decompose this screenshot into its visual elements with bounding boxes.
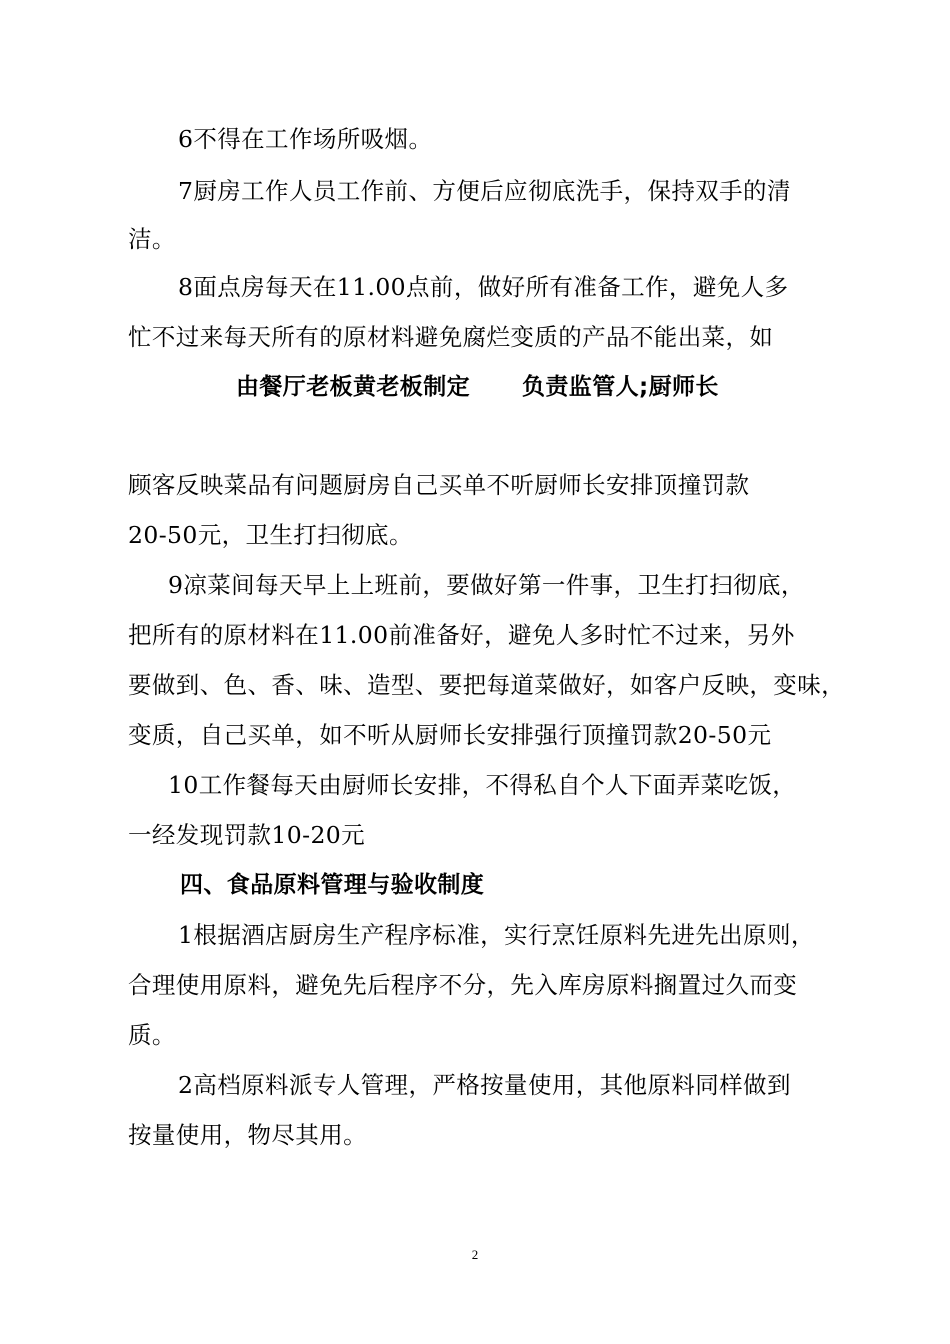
paragraph-line: 7厨房工作人员工作前、方便后应彻底洗手，保持双手的清 <box>178 177 791 205</box>
paragraph-line: 1根据酒店厨房生产程序标准，实行烹饪原料先进先出原则， <box>178 921 815 949</box>
paragraph-line: 2高档原料派专人管理，严格按量使用，其他原料同样做到 <box>178 1071 791 1099</box>
paragraph-line: 合理使用原料，避免先后程序不分，先入库房原料搁置过久而变 <box>128 971 798 999</box>
paragraph-line: 8面点房每天在11.00点前，做好所有准备工作，避免人多 <box>178 273 789 301</box>
paragraph-line: 质。 <box>128 1021 176 1049</box>
paragraph-line: 忙不过来每天所有的原材料避免腐烂变质的产品不能出菜，如 <box>128 323 774 351</box>
page-number: 2 <box>471 1247 479 1262</box>
paragraph-line: 顾客反映菜品有问题厨房自己买单不听厨师长安排顶撞罚款 <box>128 471 750 499</box>
header-note <box>236 372 719 402</box>
paragraph-line: 10工作餐每天由厨师长安排，不得私自个人下面弄菜吃饭， <box>168 771 797 799</box>
section-heading: 四、食品原料管理与验收制度 <box>180 872 485 898</box>
paragraph-line: 一经发现罚款10-20元 <box>128 821 366 849</box>
paragraph-line: 6不得在工作场所吸烟。 <box>178 125 433 153</box>
paragraph-line: 按量使用，物尽其用。 <box>128 1121 367 1149</box>
paragraph-line: 20-50元，卫生打扫彻底。 <box>128 521 413 549</box>
paragraph-line: 洁。 <box>128 225 176 253</box>
maker-note: 由餐厅老板黄老板制定 <box>236 374 470 400</box>
supervisor-note: 负责监管人;厨师长 <box>522 374 719 400</box>
paragraph-line: 变质，自己买单，如不听从厨师长安排强行顶撞罚款20-50元 <box>128 721 772 749</box>
paragraph-line: 把所有的原材料在11.00前准备好，避免人多时忙不过来，另外 <box>128 621 795 649</box>
paragraph-line: 要做到、色、香、味、造型、要把每道菜做好，如客户反映，变味， <box>128 671 845 699</box>
paragraph-line: 9凉菜间每天早上上班前，要做好第一件事，卫生打扫彻底， <box>168 571 805 599</box>
